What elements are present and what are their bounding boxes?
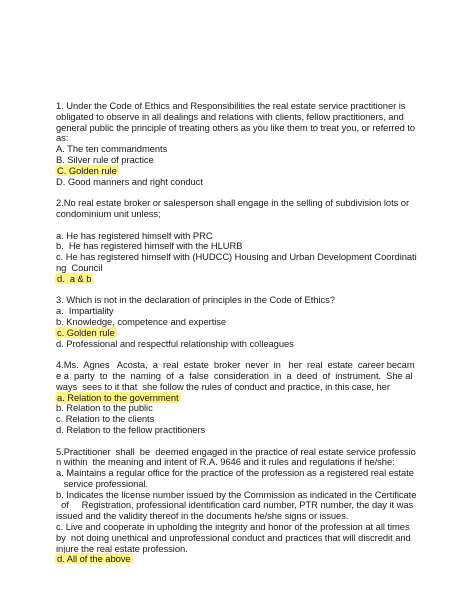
question-text: e a party to the naming of a false consideration in a deed of instrument. She al — [56, 369, 413, 381]
answer-option: d. Relation to the fellow practitioners — [56, 423, 206, 435]
answer-option: b. Knowledge, competence and expertise — [56, 315, 227, 327]
question-text: 4.Ms. Agnes Acosta, a real estate broker never in her real estate career becam — [56, 359, 415, 371]
question-text: 3. Which is not in the declaration of principles in the Code of Ethics? — [56, 294, 335, 306]
question-text: n within the meaning and intent of R.A. 9646 and it rules and regulations if he/she: — [56, 456, 395, 468]
answer-option: c. Live and cooperate in upholding the integrity and honor of the profession at all times — [56, 521, 410, 533]
answer-option: a. He has registered himself with PRC — [56, 229, 213, 241]
question-3 — [56, 295, 422, 349]
highlighted-answer: a. Relation to the government — [57, 391, 179, 403]
answer-option: A. The ten commandments — [56, 143, 168, 155]
answer-option: b. Indicates the license number issued by the Commission as indicated in the Certificate — [56, 488, 417, 500]
question-text: as: — [56, 132, 69, 144]
highlighted-answer: d. All of the above — [57, 553, 131, 565]
question-text: 5.Practitioner shall be deemed engaged in the practice of real estate service professio — [56, 445, 416, 457]
answer-option: injure the real estate profession. — [56, 542, 188, 554]
answer-option: a. Maintains a regular office for the practice of the profession as a registered real estate — [56, 467, 414, 479]
document-body — [56, 101, 422, 565]
question-text: 2.No real estate broker or salesperson shall engage in the selling of subdivision lots or — [56, 197, 410, 209]
question-text: obligated to observe in all dealings and relations with clients, fellow practitioners, and — [56, 110, 404, 122]
answer-option: b. Relation to the public — [56, 402, 153, 414]
question-text: condominium unit unless; — [56, 207, 161, 219]
answer-option: D. Good manners and right conduct — [56, 175, 203, 187]
question-1 — [56, 101, 422, 187]
answer-option: b. He has registered himself with the HLURB — [56, 240, 243, 252]
question-text: general public the principle of treating others as you like them to treat you, or referred to — [56, 121, 416, 133]
highlighted-answer: C. Golden rule — [57, 164, 117, 176]
answer-option: a. Impartiality — [56, 305, 114, 317]
question-2 — [56, 198, 422, 284]
answer-option: ng Council — [56, 261, 103, 273]
question-text: ways sees to it that she follow the rules of conduct and practice, in this case, her — [56, 380, 390, 392]
answer-option: c. He has registered himself with (HUDCC) Housing and Urban Development Coordinati — [56, 251, 417, 263]
answer-option: service professional. — [56, 477, 149, 489]
answer-option: c. Relation to the clients — [56, 413, 155, 425]
question-5 — [56, 447, 422, 566]
highlighted-answer: c. Golden rule — [57, 326, 115, 338]
answer-option: issued and the validity thereof in the documents he/she signs or issues. — [56, 510, 349, 522]
answer-option: d. Professional and respectful relationship with colleagues — [56, 337, 294, 349]
question-text: 1. Under the Code of Ethics and Responsibilities the real estate service practitioner is — [56, 100, 406, 111]
highlighted-answer: d. a & b — [57, 272, 92, 284]
question-4 — [56, 360, 422, 436]
answer-option: by not doing unethical and unprofessional conduct and practices that will discredit and — [56, 531, 411, 543]
answer-option: B. Silver rule of practice — [56, 153, 154, 165]
answer-option: of Registration, professional identification card number, PTR number, the day it was — [56, 499, 414, 511]
